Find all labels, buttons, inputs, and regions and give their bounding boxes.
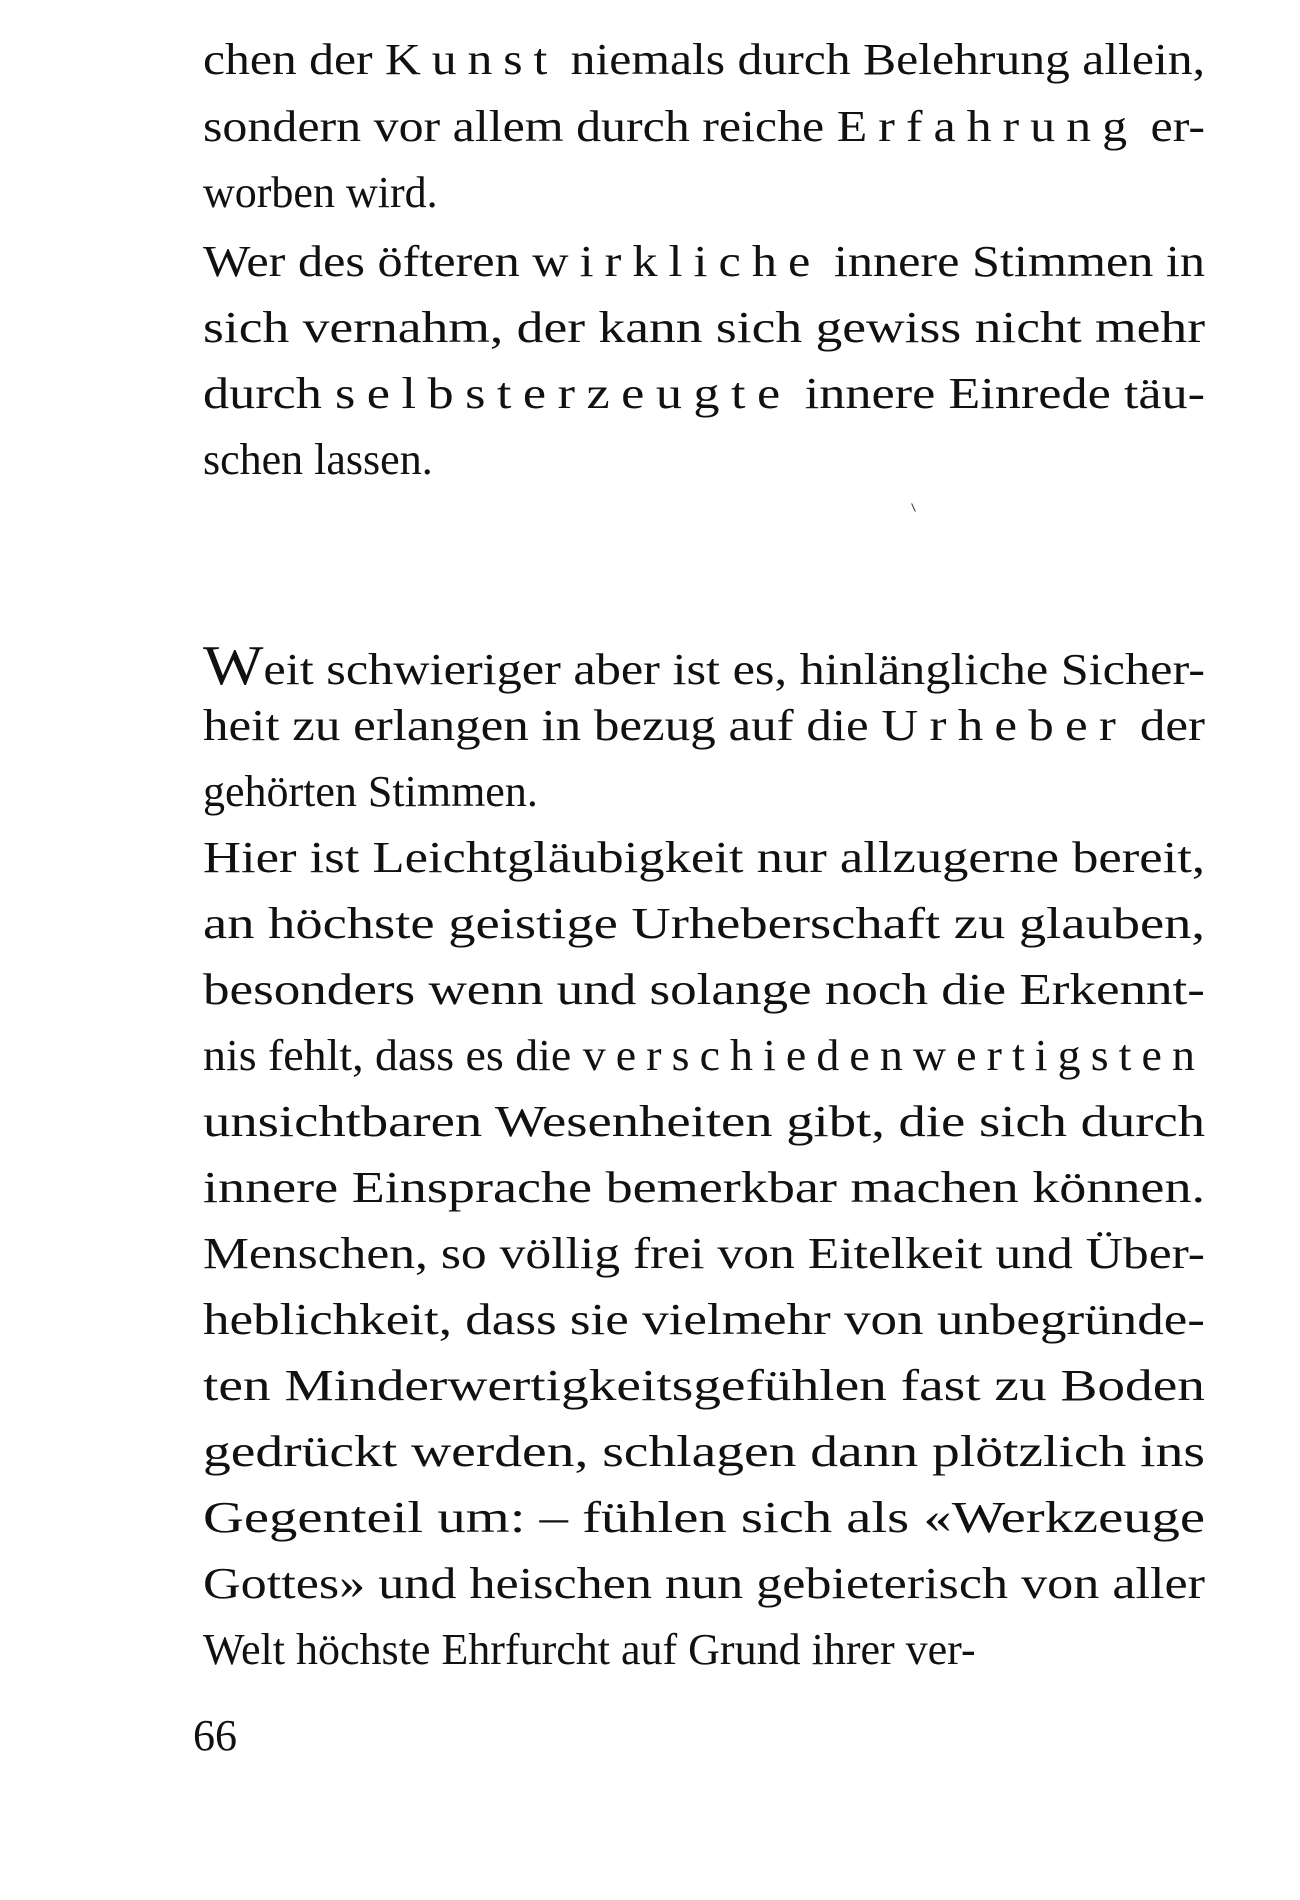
text-line: [203, 899, 1206, 948]
text-run: schen lassen.: [203, 435, 433, 484]
text-line: [203, 102, 1205, 151]
text-line: [203, 303, 1206, 352]
text-line: [203, 635, 1205, 697]
text-run: gedrückt werden, schlagen dann plötzlich ins: [203, 1427, 1205, 1476]
text-line: [203, 1031, 1205, 1080]
text-line: [203, 701, 1205, 750]
text-line: [203, 168, 438, 217]
text-run: Wer des öfteren: [203, 237, 533, 286]
drop-letter: W: [203, 635, 264, 697]
text-line: [203, 1427, 1205, 1476]
text-line: [203, 1361, 1205, 1410]
text-line: [203, 1559, 1205, 1608]
text-line: [203, 1097, 1206, 1146]
emphasized-text: Erfahrung: [836, 102, 1139, 151]
text-run: durch: [203, 369, 335, 418]
text-run: sich vernahm, der kann sich gewiss nicht mehr: [203, 303, 1206, 352]
text-run: worben wird.: [203, 168, 438, 217]
text-run: er-: [1138, 102, 1205, 151]
text-run: besonders wenn und solange noch die Erkennt-: [203, 965, 1205, 1014]
text-run: Menschen, so völlig frei von Eitelkeit und Über-: [203, 1229, 1205, 1278]
text-run: niemals durch Belehrung allein,: [558, 35, 1206, 84]
text-run: eit schwieriger aber ist es, hinlängliche Sicher-: [263, 645, 1205, 694]
page-number: 66: [193, 1711, 237, 1760]
text-line: [203, 369, 1206, 418]
text-run: an höchste geistige Urheberschaft zu glauben,: [203, 899, 1206, 948]
text-run: unsichtbaren Wesenheiten gibt, die sich durch: [203, 1097, 1206, 1146]
text-line: [203, 237, 1205, 286]
text-run: chen der: [203, 35, 385, 84]
text-run: sondern vor allem durch reiche: [203, 102, 837, 151]
text-run: innere Stimmen in: [821, 237, 1205, 286]
text-line: [203, 833, 1205, 882]
text-line: [203, 965, 1205, 1014]
text-run: heblichkeit, dass sie vielmehr von unbegründe-: [203, 1295, 1205, 1344]
text-run: innere Einsprache bemerkbar machen können.: [203, 1163, 1206, 1212]
text-line: [203, 1163, 1206, 1212]
text-run: innere Einrede täu-: [791, 369, 1206, 418]
text-line: [203, 1295, 1205, 1344]
text-line: [203, 767, 538, 816]
stray-mark: [911, 503, 916, 512]
emphasized-text: Kunst: [384, 35, 559, 84]
text-line: [203, 1493, 1205, 1542]
text-run: Gegenteil um: – fühlen sich als «Werkzeuge: [203, 1493, 1205, 1542]
text-run: Hier ist Leichtgläubigkeit nur allzugerne bereit,: [203, 833, 1205, 882]
emphasized-text: wirkliche: [532, 237, 822, 286]
text-line: [203, 35, 1206, 84]
text-line: [203, 1229, 1205, 1278]
text-run: der: [1127, 701, 1205, 750]
text-run: heit zu erlangen in bezug auf die: [203, 701, 882, 750]
text-run: Welt höchste Ehrfurcht auf Grund ihrer ver-: [203, 1625, 976, 1674]
text-line: [203, 435, 433, 484]
text-run: ten Minderwertigkeitsgefühlen fast zu Boden: [203, 1361, 1205, 1410]
text-run: Gottes» und heischen nun gebieterisch von aller: [203, 1559, 1205, 1608]
text-run: nis fehlt, dass es die: [203, 1031, 583, 1080]
text-line: [203, 1625, 976, 1674]
emphasized-text: Urheber: [881, 701, 1128, 750]
emphasized-text: selbsterzeugte: [334, 369, 792, 418]
text-run: gehörten Stimmen.: [203, 767, 538, 816]
emphasized-text: verschiedenwertigsten: [582, 1031, 1205, 1080]
